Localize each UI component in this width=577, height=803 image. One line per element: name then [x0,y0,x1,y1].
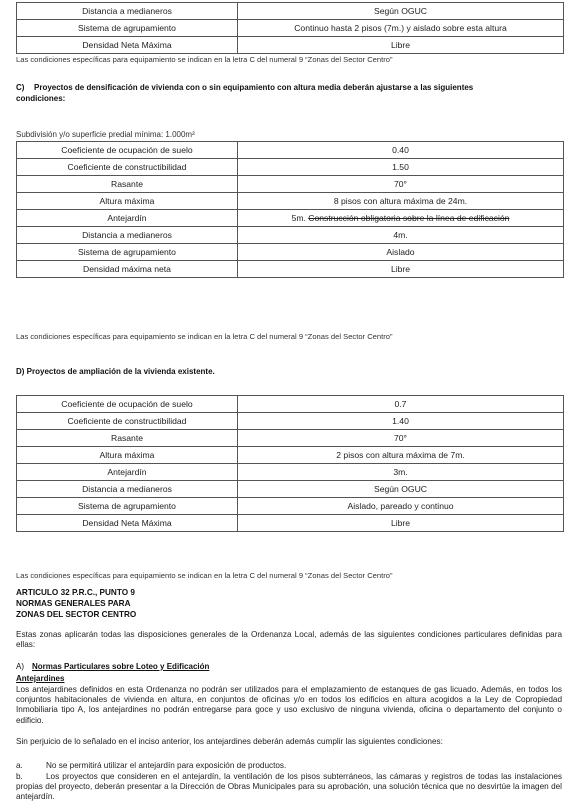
struck-text: Construcción obligatoria sobre la línea de edificación [308,212,510,223]
table-row [17,142,564,159]
row-label: Altura máxima [17,447,238,464]
row-value: 0.40 [238,142,564,159]
table-row [17,481,564,498]
note-c: Las condiciones específicas para equipamiento se indican en la letra C del numeral 9 “Zonas del Sector Centro” [16,332,393,341]
table-row [17,261,564,278]
row-value: Continuo hasta 2 pisos (7m.) y aislado sobre esta altura [238,20,564,37]
row-label: Sistema de agrupamiento [17,20,238,37]
row-value: Según OGUC [238,481,564,498]
table-top [16,2,564,54]
table-row [17,20,564,37]
note-top: Las condiciones específicas para equipamiento se indican en la letra C del numeral 9 “Zonas del Sector Centro” [16,55,393,64]
row-value: 2 pisos con altura máxima de 7m. [238,447,564,464]
row-value: 8 pisos con altura máxima de 24m. [238,193,564,210]
section-a-letter: A) [16,662,24,671]
row-label: Sistema de agrupamiento [17,244,238,261]
row-value: 4m. [238,227,564,244]
section-c-title-line1: Proyectos de densificación de vivienda con o sin equipamiento con altura media deberán ajustarse a las siguientes [34,83,474,92]
section-c-title-line2: condiciones: [16,94,66,103]
table-row [17,515,564,532]
section-d-heading: D) Proyectos de ampliación de la vivienda existente. [16,367,215,376]
row-value: 70° [238,176,564,193]
row-value: Según OGUC [238,3,564,20]
list-item-a [16,761,562,771]
table-row [17,210,564,227]
section-c-heading [16,82,562,104]
table-row [17,244,564,261]
article-line1: ARTICULO 32 P.R.C., PUNTO 9 [16,588,135,597]
article-line3: ZONAS DEL SECTOR CENTRO [16,610,137,619]
row-label: Antejardín [17,210,238,227]
row-value: Libre [238,261,564,278]
sin-perjuicio-paragraph: Sin perjuicio de lo señalado en el inciso anterior, los antejardines deberán además cumplir las siguientes condiciones: [16,737,443,746]
row-label: Rasante [17,430,238,447]
row-label: Antejardín [17,464,238,481]
row-value: Aislado, pareado y continuo [238,498,564,515]
table-row [17,430,564,447]
table-c [16,141,564,278]
row-value: Libre [238,515,564,532]
row-label: Densidad máxima neta [17,261,238,278]
table-row [17,176,564,193]
row-value [238,210,564,227]
row-label: Coeficiente de constructibilidad [17,413,238,430]
row-value: 1.40 [238,413,564,430]
antejardines-heading: Antejardines [16,674,65,683]
article-line2: NORMAS GENERALES PARA [16,599,131,608]
row-label: Altura máxima [17,193,238,210]
item-b-text: Los proyectos que consideren en el antejardín, la ventilación de los pisos subterráneos, las cámaras y registros de todas las instalaciones propias del proyecto, deberán presentar a la Dirección de Obras Municipales para su aprobación, una solución técnica que no desvirtúe la imagen del antejardín. [16,772,562,802]
row-value: 3m. [238,464,564,481]
item-a-text: No se permitirá utilizar el antejardín para exposición de productos. [46,761,287,770]
intro-paragraph: Estas zonas aplicarán todas las disposiciones generales de la Ordenanza Local, además de las siguientes condiciones particulares definidas para ellas: [16,630,562,650]
row-label: Distancia a medianeros [17,3,238,20]
note-d: Las condiciones específicas para equipamiento se indican en la letra C del numeral 9 “Zonas del Sector Centro” [16,571,393,580]
table-row [17,227,564,244]
table-row [17,159,564,176]
table-row [17,498,564,515]
row-value: Aislado [238,244,564,261]
table-d [16,395,564,532]
table-row [17,37,564,54]
subdivision-text: Subdivisión y/o superficie predial mínima: 1.000m² [16,130,195,139]
section-c-letter: C) [16,83,25,92]
row-label: Coeficiente de constructibilidad [17,159,238,176]
table-row [17,396,564,413]
row-value: 0.7 [238,396,564,413]
section-a-heading [16,662,209,671]
row-value-text: 5m. [291,212,306,223]
table-row [17,413,564,430]
article-heading [16,587,136,620]
row-label: Sistema de agrupamiento [17,498,238,515]
table-row [17,3,564,20]
row-label: Coeficiente de ocupación de suelo [17,142,238,159]
row-label: Distancia a medianeros [17,227,238,244]
antejardines-paragraph: Los antejardines definidos en esta Ordenanza no podrán ser utilizados para el emplazamiento de estanques de gas licuado. Además, en todos los conjuntos habitacionales de vivienda en altura, en conjuntos de oficinas y/o en todos los edificios en altura acogidos a la Ley de Copropiedad Inmobiliaria tipo A, los antejardines no podrán entregarse para goce y uso exclusivo de ninguna vivienda, oficina o departamento del conjunto o edificio. [16,685,562,725]
table-row [17,193,564,210]
row-value: Libre [238,37,564,54]
item-b-marker: b. [16,772,23,781]
table-row [17,464,564,481]
table-row [17,447,564,464]
row-label: Densidad Neta Máxima [17,515,238,532]
section-a-title: Normas Particulares sobre Loteo y Edificación [32,662,210,671]
item-a-marker: a. [16,761,23,770]
row-label: Distancia a medianeros [17,481,238,498]
row-value: 70° [238,430,564,447]
list-item-b [16,772,562,803]
row-label: Coeficiente de ocupación de suelo [17,396,238,413]
row-label: Rasante [17,176,238,193]
row-value: 1.50 [238,159,564,176]
row-label: Densidad Neta Máxima [17,37,238,54]
